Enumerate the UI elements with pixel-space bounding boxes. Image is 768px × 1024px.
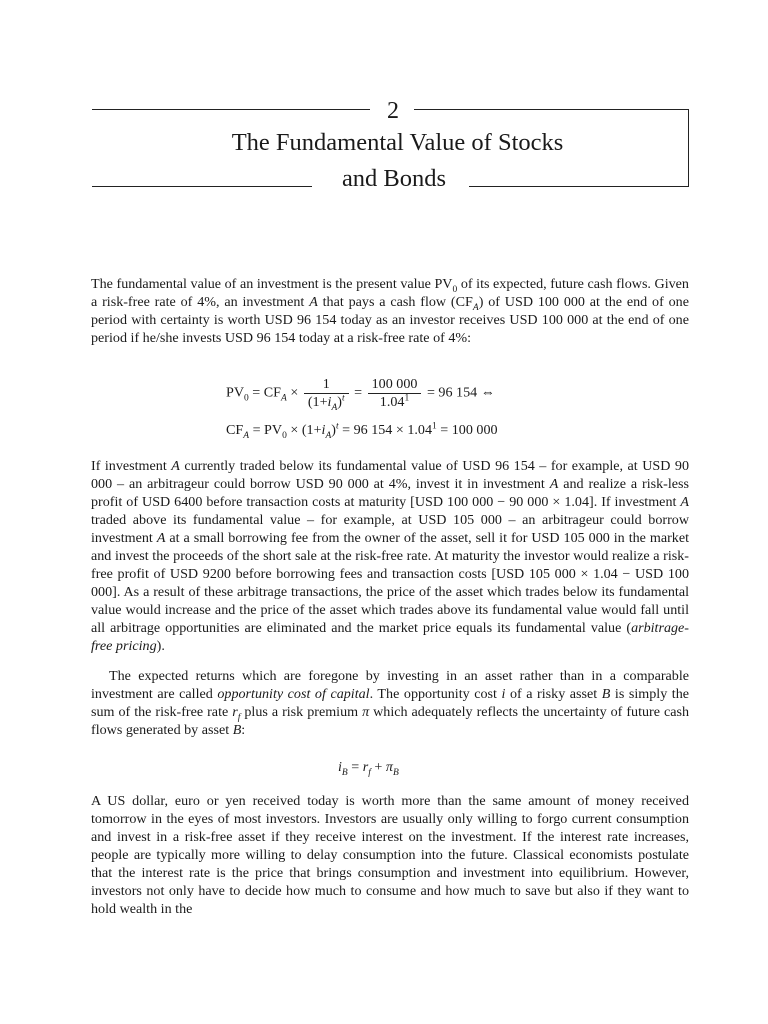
paragraph-4: A US dollar, euro or yen received today is worth more than the same amount of money received tomorrow in the eyes of most investors. Investors are usually only willing to forgo current consumption and invest in a risk-free asset if they receive interest on the investment. If the interest rate increases, people are typically more willing to delay consumption into the future. Classical economists postulate that the interest rate is the price that brings consumption and investment into equilibrium. However, investors not only have to decide how much to consume and how much to save but also if they want to hold wealth in the — [91, 793, 689, 917]
paragraph-3: The expected returns which are foregone by investing in an asset rather than in a comparable investment are called opportunity cost of capital. The opportunity cost i of a risky asset B is simply the sum of the risk-free rate $r_f$ plus a risk premium π which adequately reflects the uncertainty of future cash flows generated by asset B: — [91, 668, 690, 738]
chapter-title-line-1: The Fundamental Value of Stocks — [231, 129, 564, 156]
header-rule-right — [688, 109, 689, 187]
equation-3: $i_B = r_f + \pi_B$ — [338, 759, 399, 778]
equation-1: $PV_0 = CF_A$ × $\frac{1}{(1+i_A)^t}$ = $\frac{100 000}{1.04^1}$ = 96 154 ⇔ — [226, 376, 495, 413]
header-rule-bottom-right — [469, 186, 689, 187]
chapter-number: 2 — [387, 98, 399, 124]
equation-2: $CF_A = PV_0 \times (1+i_A)^t = 96$ $154 \times 1.04^1 = 100$ 000 — [226, 421, 498, 441]
paragraph-1: The fundamental value of an investment is the present value $PV_0$ of its expected, future cash flows. Given a risk-free rate of 4%, an investment A that pays a cash flow $(CF_A)$ of USD 100 000 at the end of one period with certainty is worth USD 96 154 today as an investor receives USD 100 000 at the end of one period if he/she invests USD 96 154 today at a risk-free rate of 4%: — [91, 276, 689, 346]
paragraph-2: If investment A currently traded below its fundamental value of USD 96 154 – for example, at USD 90 000 – an arbitrageur could borrow USD 90 000 at 4%, invest it in investment A and realize a risk-less profit of USD 6400 before transaction costs at maturity [USD 100 000 − 90 000 × 1.04]. If investment A traded above its fundamental value – for example, at USD 105 000 – an arbitrageur could borrow investment A at a small borrowing fee from the owner of the asset, sell it for USD 105 000 in the market and invest the proceeds of the short sale at the risk-free rate. At maturity the investor would realize a risk-free profit of USD 9200 before borrowing fees and transaction costs [USD 105 000 × 1.04 − USD 100 000]. As a result of these arbitrage transactions, the price of the asset which trades below its fundamental value would increase and the price of the asset which trades above its fundamental value would fall until all arbitrage opportunities are eliminated and the market price equals its fundamental value (arbitrage-free pricing). — [91, 458, 690, 654]
header-rule-top-right — [414, 109, 689, 110]
header-rule-bottom-left — [92, 186, 312, 187]
header-rule-top-left — [92, 109, 370, 110]
chapter-title-line-2: and Bonds — [341, 165, 447, 192]
